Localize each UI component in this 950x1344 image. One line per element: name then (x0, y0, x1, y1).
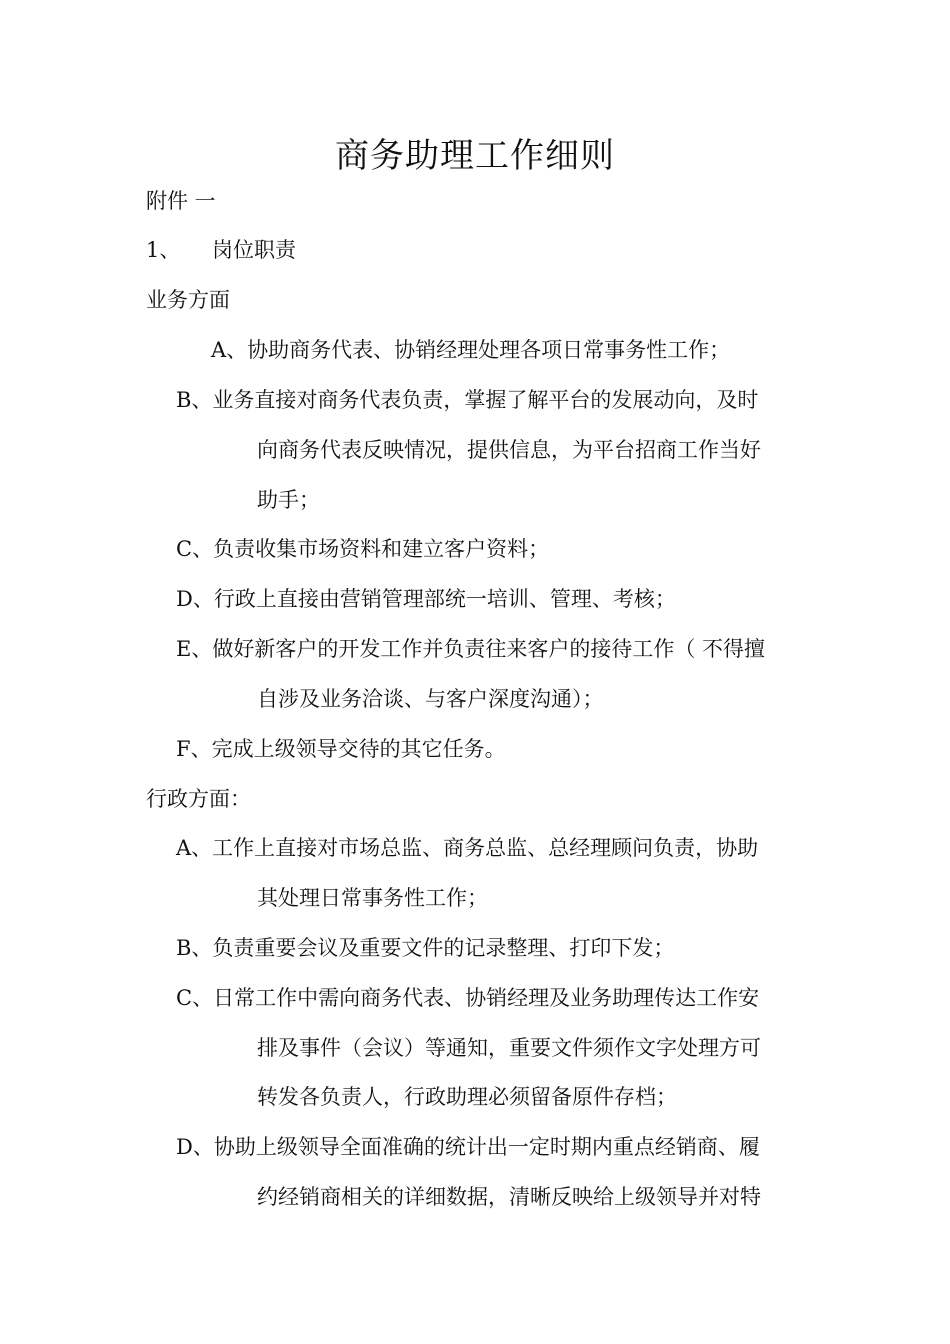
business-item-e-cont: 自涉及业务洽谈、与客户深度沟通）； (257, 687, 604, 711)
business-item-c: C、负责收集市场资料和建立客户资料； (176, 537, 550, 561)
admin-item-d: D、协助上级领导全面准确的统计出一定时期内重点经销商、履 (176, 1135, 760, 1159)
admin-item-a-cont: 其处理日常事务性工作； (257, 886, 488, 910)
section-label: 岗位职责 (212, 238, 296, 262)
business-item-b-cont: 助手； (257, 488, 320, 512)
section-number: 1、 (146, 238, 181, 262)
admin-item-d-cont: 约经销商相关的详细数据，清晰反映给上级领导并对特 (257, 1185, 761, 1209)
business-item-b: B、业务直接对商务代表负责，掌握了解平台的发展动向，及时 (176, 388, 759, 412)
business-item-d: D、行政上直接由营销管理部统一培训、管理、考核； (176, 587, 676, 611)
attachment-label: 附件 一 (146, 189, 216, 213)
document-title: 商务助理工作细则 (335, 136, 615, 176)
business-heading: 业务方面 (146, 288, 230, 312)
business-item-a: A、协助商务代表、协销经理处理各项日常事务性工作； (211, 338, 731, 362)
business-item-e: E、做好新客户的开发工作并负责往来客户的接待工作（ 不得擅 (176, 637, 766, 661)
admin-item-c-cont: 转发各负责人，行政助理必须留备原件存档； (257, 1085, 677, 1109)
business-item-f: F、完成上级领导交待的其它任务。 (176, 737, 506, 761)
business-item-b-cont: 向商务代表反映情况，提供信息，为平台招商工作当好 (257, 438, 761, 462)
admin-item-c-cont: 排及事件（会议）等通知，重要文件须作文字处理方可 (257, 1036, 761, 1060)
admin-item-a: A、工作上直接对市场总监、商务总监、总经理顾问负责，协助 (176, 836, 759, 860)
admin-item-c: C、日常工作中需向商务代表、协销经理及业务助理传达工作安 (176, 986, 760, 1010)
section-1-heading (146, 235, 296, 265)
admin-item-b: B、负责重要会议及重要文件的记录整理、打印下发； (176, 936, 675, 960)
admin-heading: 行政方面： (146, 787, 251, 811)
